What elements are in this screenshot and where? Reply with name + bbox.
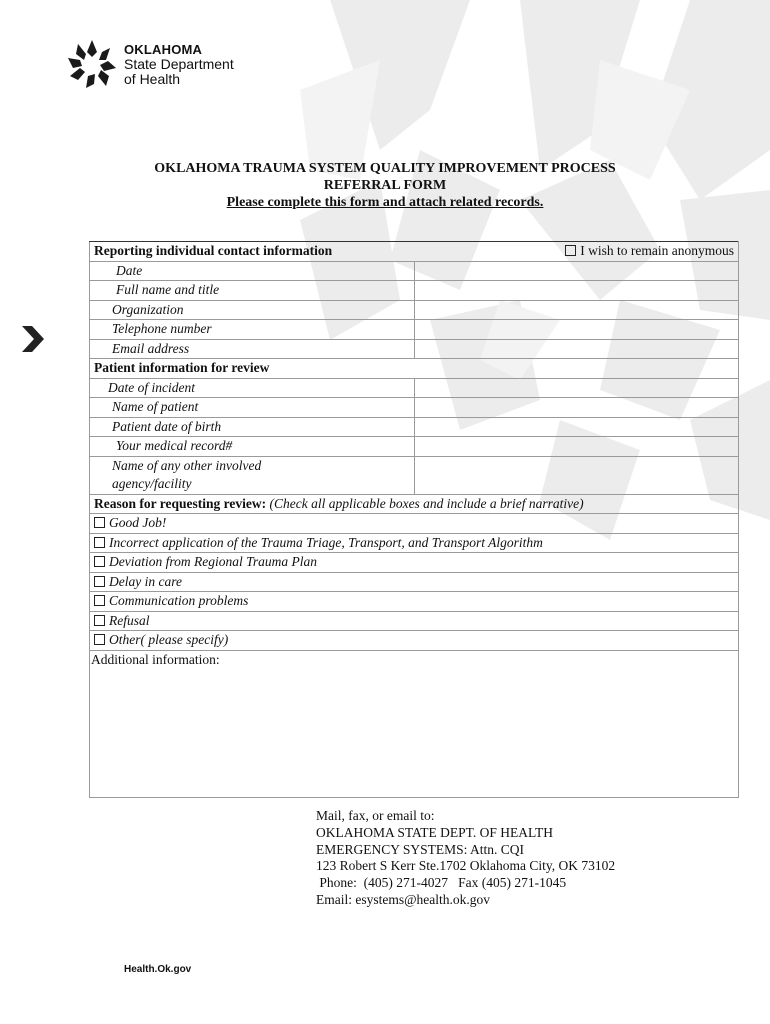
other-agency-input[interactable] (414, 456, 739, 494)
patient-name-input[interactable] (414, 398, 739, 418)
patient-dob-input[interactable] (414, 417, 739, 437)
reason-option-refusal[interactable] (90, 611, 739, 631)
mail-line-1: Mail, fax, or email to: (316, 808, 435, 823)
title-line-2: REFERRAL FORM (323, 178, 447, 193)
checkbox-icon[interactable] (94, 576, 105, 587)
reason-note: (Check all applicable boxes and include a brief narrative) (269, 495, 584, 511)
reason-option-deviation[interactable] (90, 553, 739, 573)
osdh-logo (66, 38, 234, 90)
checkbox-icon[interactable] (94, 634, 105, 645)
organization-input[interactable] (414, 300, 739, 320)
reason-option-other[interactable] (90, 631, 739, 651)
date-input[interactable] (414, 261, 739, 281)
reason-option-label: Incorrect application of the Trauma Triage, Transport, and Transport Algorithm (109, 534, 543, 550)
field-label-patient-dob: Patient date of birth (90, 417, 415, 437)
incident-date-input[interactable] (414, 378, 739, 398)
field-label-full-name: Full name and title (90, 281, 415, 301)
footer-website: Health.Ok.gov (124, 964, 192, 975)
mail-line-4: 123 Robert S Kerr Ste.1702 Oklahoma City, OK 73102 (316, 858, 616, 874)
logo-line-1: OKLAHOMA (124, 41, 203, 57)
reason-header-label: Reason for requesting review: (94, 495, 267, 511)
mail-line-2: OKLAHOMA STATE DEPT. OF HEALTH (316, 824, 554, 840)
reason-option-label: Communication problems (109, 593, 249, 608)
other-agency-line-1: Name of any other involved (112, 457, 262, 473)
reason-option-label: Deviation from Regional Trauma Plan (109, 554, 317, 569)
reason-option-label: Good Job! (109, 515, 167, 530)
mail-line-6: Email: esystems@health.ok.gov (316, 891, 491, 907)
anonymous-checkbox[interactable] (565, 242, 734, 260)
checkbox-icon[interactable] (94, 595, 105, 606)
logo-line-3: of Health (124, 70, 181, 87)
reason-option-delay[interactable] (90, 572, 739, 592)
field-label-patient-name: Name of patient (90, 398, 415, 418)
field-label-date: Date (90, 261, 415, 281)
reporting-header-label: Reporting individual contact information (94, 243, 333, 258)
reporting-header (90, 242, 739, 262)
telephone-input[interactable] (414, 320, 739, 340)
checkbox-icon[interactable] (94, 556, 105, 567)
other-agency-line-2: agency/facility (112, 475, 192, 491)
logo-line-2: State Department (124, 55, 234, 72)
reason-option-label: Other( please specify) (109, 632, 229, 647)
field-label-medical-record: Your medical record# (90, 437, 415, 457)
title-instructions: Please complete this form and attach related records. (226, 195, 544, 210)
anonymous-label: I wish to remain anonymous (580, 243, 734, 258)
field-label-other-agency (90, 456, 415, 494)
title-line-1: OKLAHOMA TRAUMA SYSTEM QUALITY IMPROVEMENT PROCESS (154, 161, 616, 176)
field-label-telephone: Telephone number (90, 320, 415, 340)
field-label-email: Email address (90, 339, 415, 359)
reason-option-good-job[interactable] (90, 514, 739, 534)
reason-header (90, 494, 739, 514)
mail-line-3: EMERGENCY SYSTEMS: Attn. CQI (316, 841, 525, 857)
reason-option-incorrect-application[interactable] (90, 533, 739, 553)
checkbox-icon[interactable] (94, 537, 105, 548)
reason-option-communication[interactable] (90, 592, 739, 612)
form-title (0, 160, 770, 211)
mail-line-5: Phone: (405) 271-4027 Fax (405) 271-1045 (316, 875, 567, 891)
checkbox-icon[interactable] (565, 245, 576, 256)
patient-header: Patient information for review (90, 359, 739, 379)
star-logo-icon (66, 38, 118, 90)
additional-information-label: Additional information: (91, 651, 220, 667)
reason-option-label: Refusal (109, 612, 150, 628)
additional-information-area[interactable] (90, 650, 739, 797)
medical-record-input[interactable] (414, 437, 739, 457)
mailing-instructions (316, 808, 615, 909)
field-label-incident-date: Date of incident (90, 378, 415, 398)
reason-option-label: Delay in care (109, 573, 182, 589)
field-label-organization: Organization (90, 300, 415, 320)
email-input[interactable] (414, 339, 739, 359)
full-name-input[interactable] (414, 281, 739, 301)
checkbox-icon[interactable] (94, 615, 105, 626)
chevron-right-icon (22, 326, 44, 352)
referral-form-table (89, 241, 739, 798)
checkbox-icon[interactable] (94, 517, 105, 528)
